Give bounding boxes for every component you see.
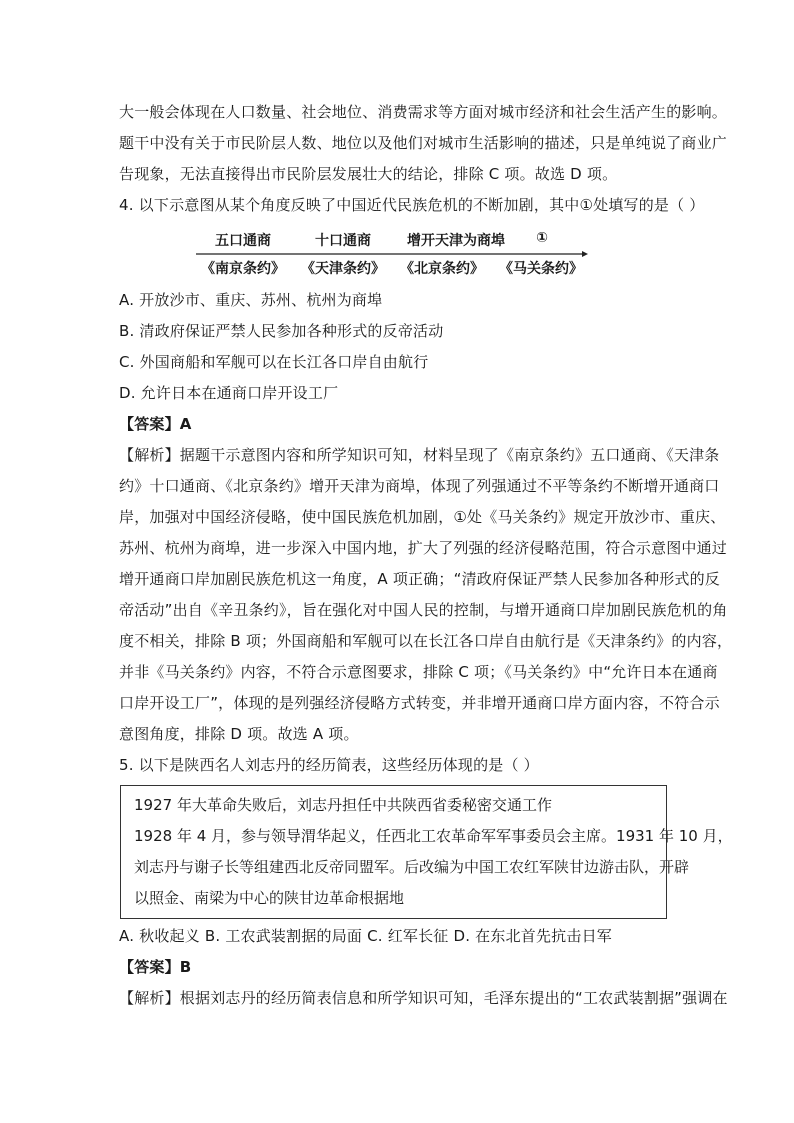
question-5-stem: 5. 以下是陕西名人刘志丹的经历简表，这些经历体现的是（ ） <box>119 756 539 774</box>
q4-analysis-line-10: 意图角度，排除 D 项。故选 A 项。 <box>119 725 359 743</box>
timeline-event-blank: ① <box>536 230 548 246</box>
q4-analysis-line-6: 帝活动”出自《辛丑条约》，旨在强化对中国人民的控制，与增开通商口岸加剧民族危机的角 <box>119 601 728 619</box>
q4-answer: 【答案】A <box>119 415 192 433</box>
timeline-event-3: 增开天津为商埠 <box>407 233 505 249</box>
biography-line-3: 刘志丹与谢子长等组建西北反帝同盟军。后改编为中国工农红军陕甘边游击队，开辟 <box>134 858 690 876</box>
q4-option-a: A. 开放沙市、重庆、苏州、杭州为商埠 <box>119 291 383 309</box>
timeline-event-2: 十口通商 <box>315 233 371 249</box>
q4-analysis-line-9: 口岸开设工厂”，体现的是列强经济侵略方式转变，并非增开通商口岸方面内容，不符合示 <box>119 694 720 712</box>
q5-analysis-line-1: 【解析】根据刘志丹的经历简表信息和所学知识可知，毛泽东提出的“工农武装割据”强调在 <box>119 989 728 1007</box>
timeline-event-1: 五口通商 <box>215 233 271 249</box>
q4-option-d: D. 允许日本在通商口岸开设工厂 <box>119 384 339 402</box>
q4-analysis-line-8: 并非《马关条约》内容，不符合示意图要求，排除 C 项；《马关条约》中“允许日本在通商 <box>119 663 718 681</box>
intro-line-1: 大一般会体现在人口数量、社会地位、消费需求等方面对城市经济和社会生活产生的影响。 <box>119 103 728 121</box>
q4-analysis-line-4: 苏州、杭州为商埠，进一步深入中国内地，扩大了列强的经济侵略范围，符合示意图中通过 <box>119 539 728 557</box>
q4-analysis-line-2: 约》十口通商、《北京条约》增开天津为商埠，体现了列强通过不平等条约不断增开通商口 <box>119 477 720 495</box>
timeline-treaty-1: 《南京条约》 <box>201 261 285 277</box>
q5-options: A. 秋收起义 B. 工农武装割据的局面 C. 红军长征 D. 在东北首先抗击日军 <box>119 927 612 945</box>
intro-line-3: 告现象，无法直接得出市民阶层发展壮大的结论，排除 C 项。故选 D 项。 <box>119 165 618 183</box>
q4-analysis-line-3: 岸，加强对中国经济侵略，使中国民族危机加剧，①处《马关条约》规定开放沙市、重庆、 <box>119 508 726 526</box>
liu-zhidan-biography-table <box>120 785 733 919</box>
q4-option-b: B. 清政府保证严禁人民参加各种形式的反帝活动 <box>119 322 444 340</box>
timeline-treaty-4: 《马关条约》 <box>499 261 583 277</box>
biography-line-2: 1928 年 4 月，参与领导渭华起义，任西北工农革命军军事委员会主席。1931 年 10 月， <box>134 827 733 845</box>
biography-line-4: 以照金、南梁为中心的陕甘边革命根据地 <box>134 889 405 907</box>
q4-analysis-line-5: 增开通商口岸加剧民族危机这一角度，A 项正确；“清政府保证严禁人民参加各种形式的反 <box>119 570 721 588</box>
q5-answer: 【答案】B <box>119 958 192 976</box>
treaty-timeline <box>196 226 588 280</box>
q4-option-c: C. 外国商船和军舰可以在长江各口岸自由航行 <box>119 353 429 371</box>
q4-analysis-line-1: 【解析】据题干示意图内容和所学知识可知，材料呈现了《南京条约》五口通商、《天津条 <box>119 446 720 464</box>
q4-analysis-line-7: 度不相关，排除 B 项；外国商船和军舰可以在长江各口岸自由航行是《天津条约》的内容， <box>119 632 733 650</box>
intro-line-2: 题干中没有关于市民阶层人数、地位以及他们对城市生活影响的描述，只是单纯说了商业广 <box>119 134 728 152</box>
biography-line-1: 1927 年大革命失败后，刘志丹担任中共陕西省委秘密交通工作 <box>134 796 552 814</box>
timeline-treaty-2: 《天津条约》 <box>301 261 385 277</box>
timeline-treaty-3: 《北京条约》 <box>400 261 484 277</box>
question-4-stem: 4. 以下示意图从某个角度反映了中国近代民族危机的不断加剧，其中①处填写的是（ ） <box>119 196 705 214</box>
timeline-arrow <box>196 250 588 258</box>
